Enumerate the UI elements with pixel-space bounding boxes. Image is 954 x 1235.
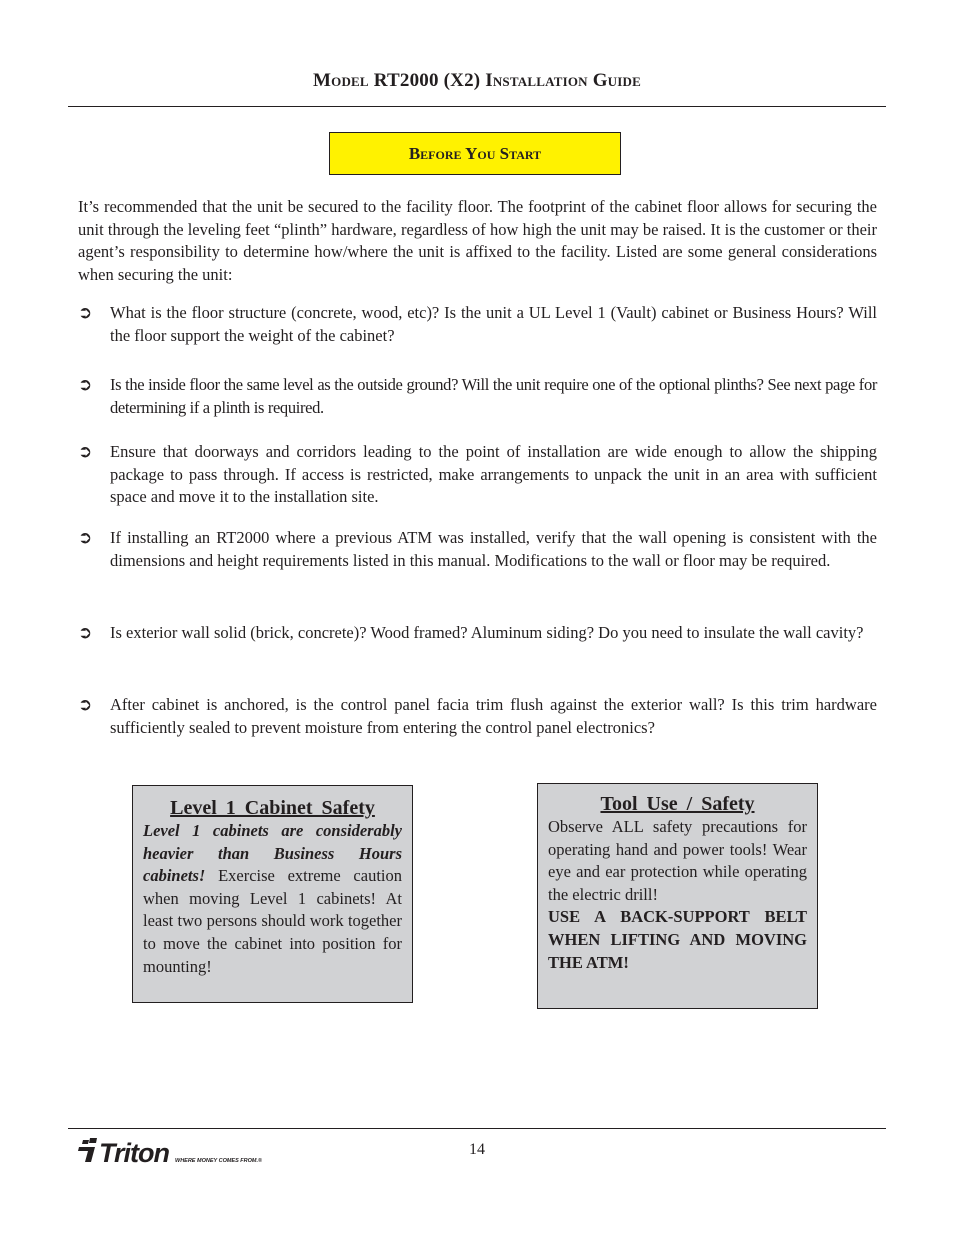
arrow-bullet-icon: ➲	[78, 528, 93, 548]
level1-safety-emphasis: Level 1 cabinets are considerably heavier than Business Hours cabinets!	[143, 821, 402, 886]
level1-safety-body	[143, 820, 402, 978]
tool-safety-title: Tool Use / Safety	[600, 793, 755, 815]
arrow-bullet-icon: ➲	[78, 375, 93, 395]
header-rule	[68, 106, 886, 107]
bullet-item	[78, 441, 877, 509]
bullet-item	[78, 527, 877, 572]
triton-tagline: WHERE MONEY COMES FROM.®	[175, 1158, 263, 1164]
tool-safety-text: Observe ALL safety precautions for operating hand and power tools! Wear eye and ear protection while operating the electric drill!	[548, 817, 807, 904]
triton-logo-text: Triton	[99, 1138, 169, 1167]
bullet-item	[78, 302, 877, 347]
arrow-bullet-icon: ➲	[78, 623, 93, 643]
tool-safety-warning: USE A BACK-SUPPORT BELT WHEN LIFTING AND MOVING THE ATM!	[548, 907, 807, 972]
bullet-text: If installing an RT2000 where a previous ATM was installed, verify that the wall opening is consistent with the dimensions and height requirements listed in this manual. Modifications to the wall or floor may be required.	[110, 528, 877, 570]
bullet-item	[78, 374, 877, 419]
bullet-text: Is the inside floor the same level as the outside ground? Will the unit require one of the optional plinths? See next page for determining if a plinth is required.	[110, 375, 877, 417]
section-title-box	[329, 132, 621, 175]
bullet-text: Is exterior wall solid (brick, concrete)? Wood framed? Aluminum siding? Do you need to insulate the wall cavity?	[110, 623, 864, 642]
bullet-text: Ensure that doorways and corridors leading to the point of installation are wide enough to allow the shipping package to pass through. If access is restricted, make arrangements to unpack the unit in an area with sufficient space and move it to the installation site.	[110, 442, 877, 507]
level1-safety-text: Exercise extreme caution when moving Level 1 cabinets! At least two persons should work together to move the cabinet into position for mounting!	[143, 866, 402, 976]
intro-paragraph: It’s recommended that the unit be secured to the facility floor. The footprint of the cabinet floor allows for securing the unit through the leveling feet “plinth” hardware, regardless of how high the unit may be raised. It is the customer or their agent’s responsibility to determine how/where the unit is affixed to the facility. Listed are some general considerations when securing the unit:	[78, 197, 877, 284]
tool-safety-box	[537, 783, 818, 1009]
level1-safety-title: Level 1 Cabinet Safety	[170, 797, 375, 819]
page-number: 14	[469, 1141, 485, 1158]
footer-rule	[68, 1128, 886, 1129]
arrow-bullet-icon: ➲	[78, 695, 93, 715]
page-header-title: Model RT2000 (X2) Installation Guide	[313, 70, 641, 91]
section-title: Before You Start	[408, 143, 542, 163]
bullet-item	[78, 622, 877, 645]
level1-safety-box	[132, 785, 413, 1003]
arrow-bullet-icon: ➲	[78, 442, 93, 462]
bullet-item	[78, 694, 877, 739]
bullet-text: After cabinet is anchored, is the control panel facia trim flush against the exterior wall? Is this trim hardware sufficiently sealed to prevent moisture from entering the control panel electronics?	[110, 695, 877, 737]
arrow-bullet-icon: ➲	[78, 303, 93, 323]
bullet-text: What is the floor structure (concrete, wood, etc)? Is the unit a UL Level 1 (Vault) cabinet or Business Hours? Will the floor support the weight of the cabinet?	[110, 303, 877, 345]
